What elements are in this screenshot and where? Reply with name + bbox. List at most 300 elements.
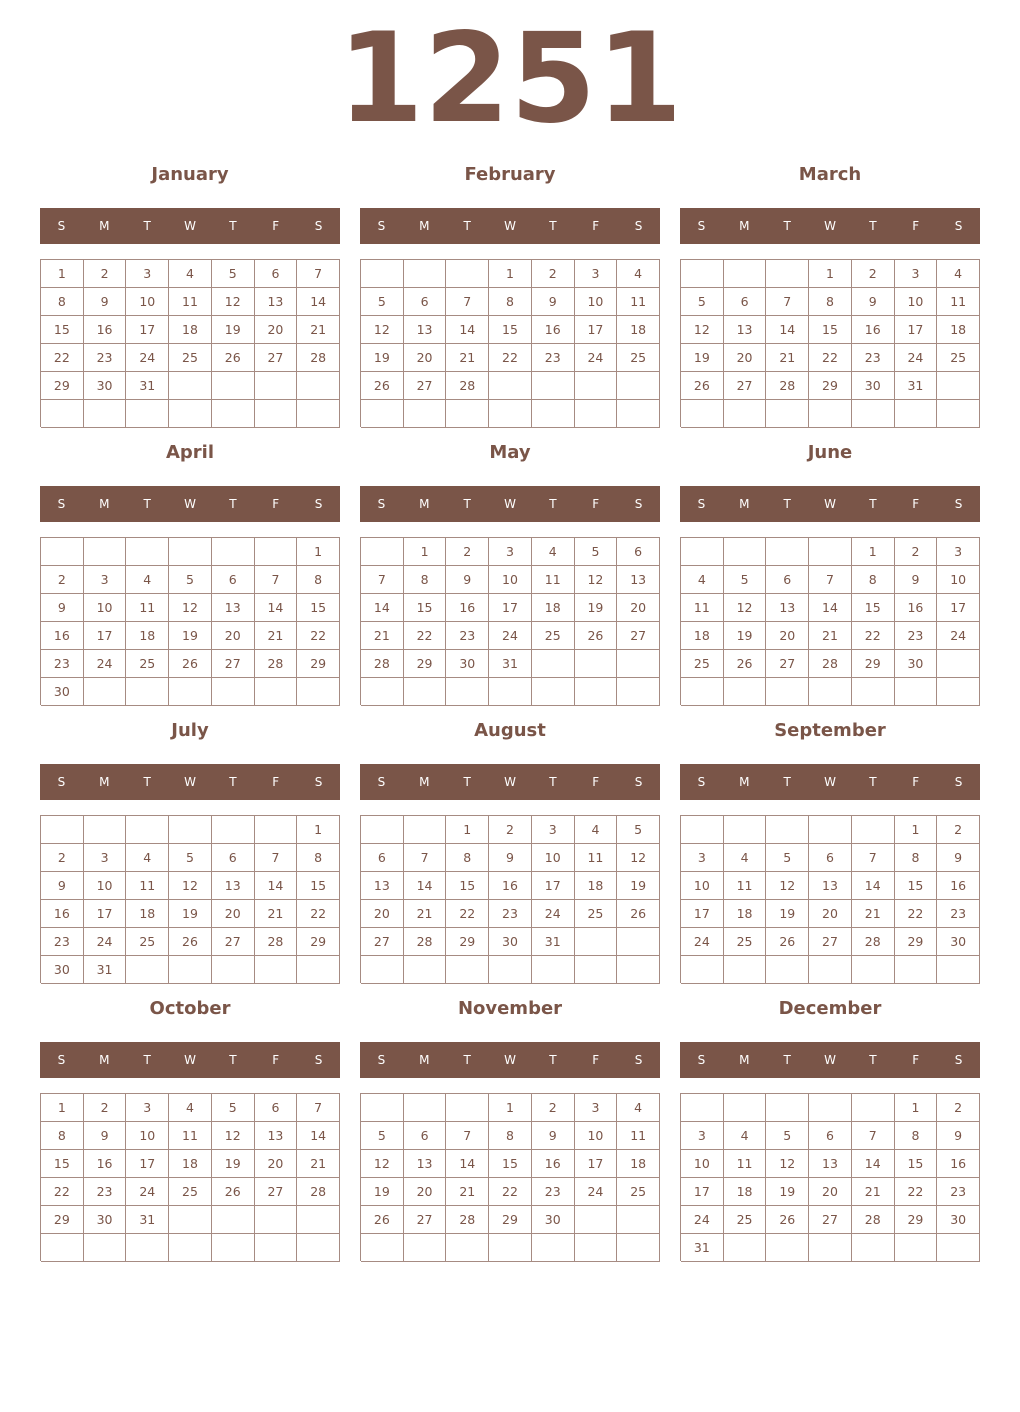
weekday-label: F [592,775,600,789]
day-cell: 1 [297,816,340,844]
empty-day-cell [852,400,895,428]
empty-day-cell [404,816,447,844]
empty-day-cell [255,816,298,844]
day-cell: 24 [681,928,724,956]
day-cell: 29 [809,372,852,400]
day-cell: 21 [766,344,809,372]
day-cell: 2 [41,844,84,872]
empty-day-cell [809,1234,852,1262]
weekday-header [360,208,660,244]
day-grid [40,537,340,705]
day-cell: 4 [724,844,767,872]
day-cell: 29 [404,650,447,678]
day-cell: 7 [404,844,447,872]
day-cell: 3 [575,1094,618,1122]
empty-day-cell [169,1206,212,1234]
weekday-label: T [143,497,151,511]
empty-day-cell [575,372,618,400]
day-cell: 18 [724,900,767,928]
weekday-label: S [57,219,66,233]
weekday-label: T [229,219,237,233]
day-cell: 6 [724,288,767,316]
month-september [680,719,980,981]
empty-day-cell [255,678,298,706]
day-grid [40,259,340,427]
day-cell: 31 [489,650,532,678]
empty-day-cell [169,400,212,428]
day-cell: 22 [41,1178,84,1206]
empty-day-cell [809,678,852,706]
day-cell: 11 [169,1122,212,1150]
empty-day-cell [895,956,938,984]
weekday-label: S [377,219,386,233]
day-cell: 26 [169,928,212,956]
empty-day-cell [41,816,84,844]
day-cell: 8 [41,1122,84,1150]
empty-day-cell [575,1206,618,1234]
month-name: October [149,998,231,1019]
month-name: January [151,164,229,185]
weekday-label: T [783,1053,791,1067]
empty-day-cell [809,538,852,566]
day-cell: 23 [895,622,938,650]
day-cell: 28 [446,372,489,400]
day-cell: 16 [937,872,980,900]
day-cell: 24 [126,344,169,372]
day-cell: 15 [852,594,895,622]
weekday-label: S [697,219,706,233]
weekday-label: S [634,497,643,511]
weekday-label: W [504,775,516,789]
empty-day-cell [169,372,212,400]
day-cell: 26 [617,900,660,928]
day-cell: 22 [852,622,895,650]
day-cell: 3 [489,538,532,566]
month-december [680,997,980,1259]
day-cell: 21 [852,900,895,928]
day-cell: 5 [766,844,809,872]
empty-day-cell [766,816,809,844]
day-cell: 26 [361,372,404,400]
day-cell: 15 [41,1150,84,1178]
day-cell: 14 [766,316,809,344]
day-cell: 30 [41,956,84,984]
empty-day-cell [681,400,724,428]
day-cell: 23 [532,1178,575,1206]
day-cell: 17 [937,594,980,622]
day-cell: 16 [532,1150,575,1178]
day-cell: 4 [724,1122,767,1150]
month-name: February [464,164,556,185]
day-cell: 20 [212,622,255,650]
weekday-label: F [912,1053,920,1067]
day-cell: 29 [297,928,340,956]
empty-day-cell [766,956,809,984]
day-cell: 26 [681,372,724,400]
day-grid [360,815,660,983]
day-cell: 16 [84,1150,127,1178]
day-cell: 13 [255,288,298,316]
day-cell: 26 [212,344,255,372]
empty-day-cell [297,1234,340,1262]
weekday-label: F [912,219,920,233]
month-name: June [807,442,853,463]
weekday-label: T [143,775,151,789]
day-cell: 10 [575,1122,618,1150]
day-cell: 20 [255,1150,298,1178]
day-cell: 9 [937,1122,980,1150]
day-cell: 16 [489,872,532,900]
empty-day-cell [169,816,212,844]
empty-day-cell [681,816,724,844]
day-cell: 13 [361,872,404,900]
day-cell: 13 [212,872,255,900]
day-cell: 11 [724,1150,767,1178]
day-cell: 20 [404,1178,447,1206]
weekday-label: S [954,775,963,789]
weekday-label: S [634,219,643,233]
day-cell: 21 [809,622,852,650]
day-cell: 9 [41,594,84,622]
day-cell: 31 [126,372,169,400]
day-cell: 24 [84,650,127,678]
empty-day-cell [361,678,404,706]
empty-day-cell [724,400,767,428]
weekday-header [40,1042,340,1078]
weekday-label: F [592,497,600,511]
weekday-label: F [912,775,920,789]
day-cell: 18 [126,622,169,650]
weekday-label: F [592,1053,600,1067]
day-cell: 12 [212,1122,255,1150]
day-cell: 13 [766,594,809,622]
month-name: September [774,720,886,741]
empty-day-cell [617,372,660,400]
empty-day-cell [404,1094,447,1122]
day-cell: 21 [255,622,298,650]
empty-day-cell [937,1234,980,1262]
day-cell: 22 [489,344,532,372]
day-cell: 22 [41,344,84,372]
day-cell: 29 [41,372,84,400]
day-cell: 1 [297,538,340,566]
weekday-label: W [504,219,516,233]
empty-day-cell [617,1234,660,1262]
day-cell: 17 [681,900,724,928]
weekday-label: W [824,775,836,789]
day-cell: 10 [126,1122,169,1150]
day-cell: 7 [446,1122,489,1150]
empty-day-cell [361,1094,404,1122]
day-cell: 3 [532,816,575,844]
weekday-label: T [463,497,471,511]
empty-day-cell [126,816,169,844]
day-cell: 23 [489,900,532,928]
weekday-label: M [99,1053,110,1067]
day-cell: 19 [724,622,767,650]
day-cell: 27 [212,928,255,956]
day-cell: 20 [212,900,255,928]
day-cell: 26 [575,622,618,650]
day-cell: 18 [937,316,980,344]
day-cell: 22 [297,622,340,650]
empty-day-cell [126,400,169,428]
weekday-label: F [272,497,280,511]
weekday-header [40,486,340,522]
day-cell: 28 [809,650,852,678]
day-cell: 5 [724,566,767,594]
weekday-label: T [549,219,557,233]
day-cell: 16 [41,622,84,650]
weekday-label: T [463,1053,471,1067]
weekday-header [680,1042,980,1078]
empty-day-cell [575,956,618,984]
empty-day-cell [84,816,127,844]
day-cell: 17 [895,316,938,344]
day-cell: 21 [297,316,340,344]
day-cell: 13 [809,872,852,900]
weekday-label: S [57,497,66,511]
day-cell: 10 [489,566,532,594]
empty-day-cell [169,678,212,706]
day-cell: 14 [446,316,489,344]
weekday-label: T [549,497,557,511]
empty-day-cell [937,678,980,706]
weekday-label: M [419,219,430,233]
day-cell: 24 [532,900,575,928]
weekday-label: S [954,1053,963,1067]
day-cell: 29 [489,1206,532,1234]
day-cell: 3 [575,260,618,288]
empty-day-cell [532,678,575,706]
month-april [40,441,340,703]
empty-day-cell [297,956,340,984]
day-cell: 13 [404,1150,447,1178]
empty-day-cell [404,400,447,428]
weekday-label: W [184,497,196,511]
day-cell: 6 [617,538,660,566]
empty-day-cell [212,678,255,706]
weekday-label: T [869,775,877,789]
empty-day-cell [489,678,532,706]
day-cell: 12 [681,316,724,344]
weekday-label: M [739,1053,750,1067]
empty-day-cell [169,1234,212,1262]
day-cell: 17 [126,316,169,344]
weekday-label: W [504,1053,516,1067]
empty-day-cell [532,372,575,400]
day-cell: 18 [532,594,575,622]
day-cell: 3 [84,844,127,872]
empty-day-cell [575,678,618,706]
day-cell: 6 [766,566,809,594]
day-cell: 8 [404,566,447,594]
empty-day-cell [361,956,404,984]
weekday-label: W [184,1053,196,1067]
empty-day-cell [361,538,404,566]
day-cell: 27 [724,372,767,400]
day-cell: 10 [895,288,938,316]
weekday-label: S [634,775,643,789]
empty-day-cell [126,956,169,984]
day-grid [360,537,660,705]
day-cell: 19 [766,900,809,928]
day-cell: 13 [617,566,660,594]
weekday-label: S [377,1053,386,1067]
day-cell: 12 [766,872,809,900]
day-cell: 23 [41,650,84,678]
weekday-label: T [143,1053,151,1067]
day-cell: 7 [766,288,809,316]
day-cell: 22 [809,344,852,372]
empty-day-cell [404,1234,447,1262]
weekday-header [40,764,340,800]
weekday-label: W [184,775,196,789]
day-cell: 28 [361,650,404,678]
day-cell: 23 [84,1178,127,1206]
empty-day-cell [724,956,767,984]
day-cell: 2 [84,1094,127,1122]
day-cell: 11 [532,566,575,594]
empty-day-cell [446,1234,489,1262]
day-cell: 5 [361,288,404,316]
day-cell: 5 [212,1094,255,1122]
day-cell: 29 [895,1206,938,1234]
day-cell: 4 [169,260,212,288]
day-cell: 20 [361,900,404,928]
day-cell: 19 [212,316,255,344]
day-cell: 9 [84,1122,127,1150]
day-cell: 28 [766,372,809,400]
day-grid [680,1093,980,1261]
empty-day-cell [212,816,255,844]
day-cell: 1 [446,816,489,844]
day-cell: 11 [126,594,169,622]
day-cell: 6 [404,288,447,316]
month-name: April [165,442,215,463]
day-cell: 12 [724,594,767,622]
day-cell: 15 [297,872,340,900]
day-cell: 4 [681,566,724,594]
weekday-label: T [143,219,151,233]
weekday-label: M [419,1053,430,1067]
weekday-label: W [184,219,196,233]
day-cell: 10 [84,872,127,900]
day-cell: 12 [766,1150,809,1178]
day-cell: 25 [575,900,618,928]
weekday-label: W [824,219,836,233]
empty-day-cell [575,928,618,956]
day-cell: 21 [404,900,447,928]
day-cell: 9 [852,288,895,316]
day-cell: 24 [84,928,127,956]
empty-day-cell [724,1234,767,1262]
day-cell: 27 [361,928,404,956]
day-cell: 30 [937,1206,980,1234]
weekday-header [360,764,660,800]
weekday-label: T [783,219,791,233]
empty-day-cell [489,372,532,400]
empty-day-cell [617,650,660,678]
day-cell: 15 [895,872,938,900]
day-cell: 28 [255,650,298,678]
weekday-label: F [912,497,920,511]
day-cell: 31 [681,1234,724,1262]
day-cell: 17 [126,1150,169,1178]
empty-day-cell [532,1234,575,1262]
day-cell: 3 [937,538,980,566]
day-cell: 16 [84,316,127,344]
empty-day-cell [41,538,84,566]
day-cell: 4 [532,538,575,566]
day-cell: 16 [852,316,895,344]
month-june [680,441,980,703]
weekday-label: M [419,497,430,511]
day-cell: 17 [681,1178,724,1206]
day-cell: 27 [809,1206,852,1234]
day-cell: 1 [489,1094,532,1122]
weekday-label: S [954,497,963,511]
empty-day-cell [809,400,852,428]
day-grid [680,537,980,705]
day-cell: 12 [212,288,255,316]
day-cell: 19 [361,344,404,372]
empty-day-cell [617,400,660,428]
weekday-label: T [229,775,237,789]
weekday-label: M [739,219,750,233]
empty-day-cell [446,260,489,288]
day-cell: 7 [852,844,895,872]
day-cell: 28 [852,1206,895,1234]
weekday-label: S [634,1053,643,1067]
empty-day-cell [766,1234,809,1262]
day-cell: 4 [937,260,980,288]
weekday-label: S [314,497,323,511]
day-cell: 6 [404,1122,447,1150]
day-cell: 4 [575,816,618,844]
day-cell: 2 [489,816,532,844]
day-cell: 23 [41,928,84,956]
empty-day-cell [852,956,895,984]
day-cell: 1 [895,1094,938,1122]
empty-day-cell [126,538,169,566]
day-cell: 11 [575,844,618,872]
empty-day-cell [212,1234,255,1262]
empty-day-cell [212,1206,255,1234]
empty-day-cell [361,1234,404,1262]
day-cell: 10 [84,594,127,622]
empty-day-cell [617,956,660,984]
day-cell: 28 [297,1178,340,1206]
day-cell: 5 [766,1122,809,1150]
empty-day-cell [681,678,724,706]
day-grid [680,259,980,427]
empty-day-cell [404,678,447,706]
day-cell: 14 [255,594,298,622]
weekday-label: F [592,219,600,233]
weekday-header [680,764,980,800]
day-cell: 6 [809,844,852,872]
day-cell: 20 [724,344,767,372]
day-cell: 4 [126,566,169,594]
day-cell: 18 [169,1150,212,1178]
day-cell: 26 [212,1178,255,1206]
weekday-label: S [697,497,706,511]
weekday-label: M [419,775,430,789]
empty-day-cell [937,400,980,428]
empty-day-cell [852,1094,895,1122]
day-cell: 27 [766,650,809,678]
